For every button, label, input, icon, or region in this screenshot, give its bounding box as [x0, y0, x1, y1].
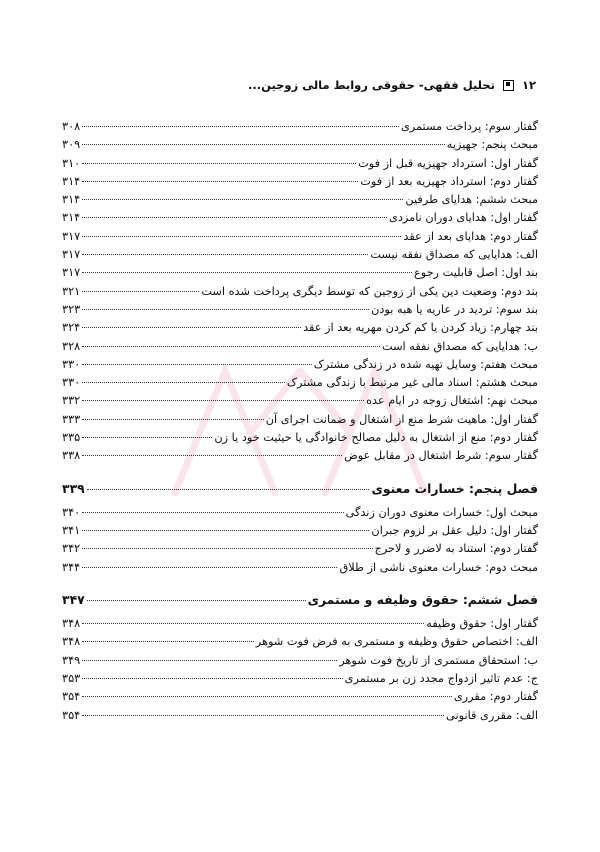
toc-entry-label: مبحث هفتم: وسایل تهیه شده در زندگی مشترک — [313, 357, 538, 371]
toc-entry-page: ۳۳۲ — [62, 394, 81, 408]
toc-entry-page: ۳۳۳ — [62, 412, 81, 426]
toc-entry[interactable] — [62, 707, 538, 725]
toc-entry-page: ۳۳۵ — [62, 431, 81, 445]
toc-leader — [82, 199, 403, 200]
toc-entry[interactable] — [62, 301, 538, 319]
toc-entry-label: ج: عدم تاثیر ازدواج مجدد زن بر مستمری — [344, 671, 538, 685]
toc-entry-label: گفتار دوم: استرداد جهیزیه بعد از فوت — [360, 174, 538, 188]
toc-entry-page: ۳۰۸ — [62, 120, 81, 133]
toc-entry[interactable] — [62, 356, 538, 374]
toc-entry-label: گفتار اول: استرداد جهیزیه قبل از فوت — [358, 156, 538, 170]
toc-leader — [82, 678, 342, 679]
toc-entry-label: بند اول: اصل قابلیت رجوع — [414, 266, 538, 280]
toc-leader — [82, 400, 364, 401]
toc-entry-label: فصل ششم: حقوق وظیفه و مستمری — [307, 591, 538, 607]
toc-entry[interactable] — [62, 209, 538, 227]
toc-entry-page: ۳۲۳ — [62, 302, 81, 316]
toc-leader — [82, 181, 358, 182]
toc-entry-page: ۳۱۷ — [62, 266, 81, 280]
toc-entry-page: ۳۵۳ — [62, 671, 81, 685]
toc-leader — [82, 272, 412, 273]
toc-entry-label: بند سوم: تردید در عاریه یا هبه بودن — [371, 302, 538, 316]
toc-entry-label: گفتار سوم: پرداخت مستمری — [400, 120, 538, 133]
toc-leader — [82, 346, 380, 347]
toc-entry[interactable] — [62, 559, 538, 577]
toc-leader — [82, 660, 337, 661]
toc-entry[interactable] — [62, 504, 538, 522]
toc-entry-page: ۳۲۴ — [62, 321, 81, 335]
toc-entry-page: ۳۴۴ — [62, 560, 81, 574]
toc-entry[interactable] — [62, 615, 538, 633]
toc-entry-label: ب: استحقاق مستمری از تاریخ فوت شوهر — [339, 653, 538, 667]
table-of-contents — [62, 118, 538, 725]
toc-entry-label: فصل پنجم: خسارات معنوی — [371, 480, 538, 496]
toc-entry-label: گفتار اول: هدایای دوران نامزدی — [389, 211, 538, 225]
toc-entry-page: ۳۲۱ — [62, 284, 81, 298]
toc-entry-label: مبحث پنجم: جهیزیه — [446, 138, 538, 152]
toc-entry[interactable] — [62, 429, 538, 447]
toc-chapter-entry[interactable] — [62, 590, 538, 610]
toc-leader — [82, 291, 199, 292]
toc-entry[interactable] — [62, 283, 538, 301]
toc-leader — [82, 567, 337, 568]
toc-entry-page: ۳۲۸ — [62, 339, 81, 353]
toc-entry[interactable] — [62, 264, 538, 282]
toc-leader — [87, 489, 370, 490]
toc-entry-page: ۳۴۸ — [62, 617, 81, 631]
toc-entry[interactable] — [62, 319, 538, 337]
toc-leader — [82, 623, 424, 624]
toc-entry-label: گفتار دوم: منع از اشتغال به دلیل مصالح خانوادگی یا حیثیت خود یا زن — [214, 431, 538, 445]
toc-entry-page: ۳۱۷ — [62, 248, 81, 262]
toc-entry-page: ۳۵۴ — [62, 708, 81, 722]
toc-leader — [82, 641, 254, 642]
toc-leader — [82, 715, 444, 716]
toc-entry-label: بند دوم: وضعیت دین یکی از زوجین که توسط دیگری پرداخت شده است — [201, 284, 538, 298]
toc-entry-label: گفتار اول: حقوق وظیفه — [426, 617, 538, 631]
toc-leader — [82, 163, 356, 164]
toc-entry-page: ۳۳۹ — [62, 480, 85, 496]
toc-entry-page: ۳۰۹ — [62, 138, 81, 152]
toc-chapter-entry[interactable] — [62, 479, 538, 499]
toc-leader — [82, 548, 372, 549]
toc-entry-label: ب: هدایایی که مصداق نفقه است — [381, 339, 538, 353]
toc-entry-page: ۳۳۸ — [62, 449, 81, 463]
toc-entry-label: الف: هدایایی که مصداق نفقه نیست — [370, 248, 538, 262]
toc-entry-page: ۳۳۰ — [62, 357, 81, 371]
toc-entry-page: ۳۴۹ — [62, 653, 81, 667]
toc-leader — [82, 309, 369, 310]
toc-entry-page: ۳۴۱ — [62, 524, 81, 538]
toc-entry-label: بند چهارم: زیاد کردن یا کم کردن مهریه بعد از عقد — [303, 321, 538, 335]
toc-entry-label: مبحث اول: خسارات معنوی دوران زندگی — [345, 505, 538, 519]
toc-entry-page: ۳۴۷ — [62, 591, 85, 607]
toc-entry[interactable] — [62, 173, 538, 191]
toc-entry[interactable] — [62, 670, 538, 688]
toc-entry-label: مبحث دوم: خسارات معنوی ناشی از طلاق — [339, 560, 538, 574]
toc-entry[interactable] — [62, 246, 538, 264]
toc-entry[interactable] — [62, 118, 538, 136]
toc-leader — [82, 144, 445, 145]
toc-leader — [82, 382, 285, 383]
toc-entry-label: گفتار دوم: هدایای بعد از عقد — [403, 229, 538, 243]
toc-entry-page: ۳۳۰ — [62, 376, 81, 390]
toc-leader — [87, 600, 306, 601]
running-header — [62, 78, 538, 92]
toc-entry-page: ۳۵۴ — [62, 690, 81, 704]
toc-leader — [82, 512, 343, 513]
toc-leader — [82, 419, 264, 420]
toc-entry-label: گفتار دوم: استناد به لاضرر و لاحرج — [374, 542, 538, 556]
toc-entry[interactable] — [62, 191, 538, 209]
toc-entry-label: گفتار دوم: مقرری — [453, 690, 538, 704]
toc-entry-page: ۳۱۷ — [62, 229, 81, 243]
toc-entry[interactable] — [62, 633, 538, 651]
toc-entry-label: مبحث هشتم: اسناد مالی غیر مرتبط با زندگی مشترک — [286, 376, 538, 390]
toc-entry-page: ۳۱۴ — [62, 174, 81, 188]
toc-entry-page: ۳۱۰ — [62, 156, 81, 170]
toc-entry[interactable] — [62, 411, 538, 429]
toc-entry[interactable] — [62, 688, 538, 706]
toc-entry-label: مبحث ششم: هدایای طرفین — [405, 193, 538, 207]
page-content — [62, 78, 538, 725]
toc-entry[interactable] — [62, 652, 538, 670]
toc-entry[interactable] — [62, 228, 538, 246]
toc-leader — [82, 236, 401, 237]
toc-entry-page: ۳۴۲ — [62, 542, 81, 556]
toc-entry[interactable] — [62, 338, 538, 356]
toc-entry[interactable] — [62, 447, 538, 465]
toc-entry-page: ۳۴۰ — [62, 505, 81, 519]
toc-entry-label: مبحث نهم: اشتغال زوجه در ایام عده — [366, 394, 538, 408]
toc-entry-label: الف: اختصاص حقوق وظیفه و مستمری به فرض فوت شوهر — [255, 635, 538, 649]
toc-entry-page: ۳۴۸ — [62, 635, 81, 649]
toc-entry-label: گفتار اول: دلیل عقل بر لزوم جبران — [371, 524, 538, 538]
toc-entry-page: ۳۱۴ — [62, 193, 81, 207]
toc-leader — [82, 254, 368, 255]
toc-entry-label: گفتار سوم: شرط اشتغال در مقابل عوض — [344, 449, 538, 463]
toc-entry[interactable] — [62, 540, 538, 558]
toc-leader — [82, 455, 342, 456]
toc-entry-page: ۳۱۴ — [62, 211, 81, 225]
toc-entry[interactable] — [62, 155, 538, 173]
toc-leader — [82, 217, 387, 218]
toc-leader — [82, 696, 452, 697]
toc-entry-label: گفتار اول: ماهیت شرط منع از اشتغال و ضمانت اجرای آن — [265, 412, 538, 426]
toc-entry[interactable] — [62, 374, 538, 392]
toc-entry[interactable] — [62, 136, 538, 154]
toc-entry-label: الف: مقرری قانونی — [446, 708, 538, 722]
header-title: تحلیل فقهی- حقوقی روابط مالی زوجین... — [247, 78, 495, 92]
toc-leader — [82, 437, 212, 438]
toc-leader — [82, 530, 369, 531]
toc-leader — [82, 364, 312, 365]
toc-leader — [82, 126, 399, 127]
square-bullet-icon — [503, 80, 514, 91]
toc-entry[interactable] — [62, 522, 538, 540]
toc-entry[interactable] — [62, 392, 538, 410]
page-folio: ۱۲ — [521, 78, 536, 92]
toc-leader — [82, 327, 301, 328]
